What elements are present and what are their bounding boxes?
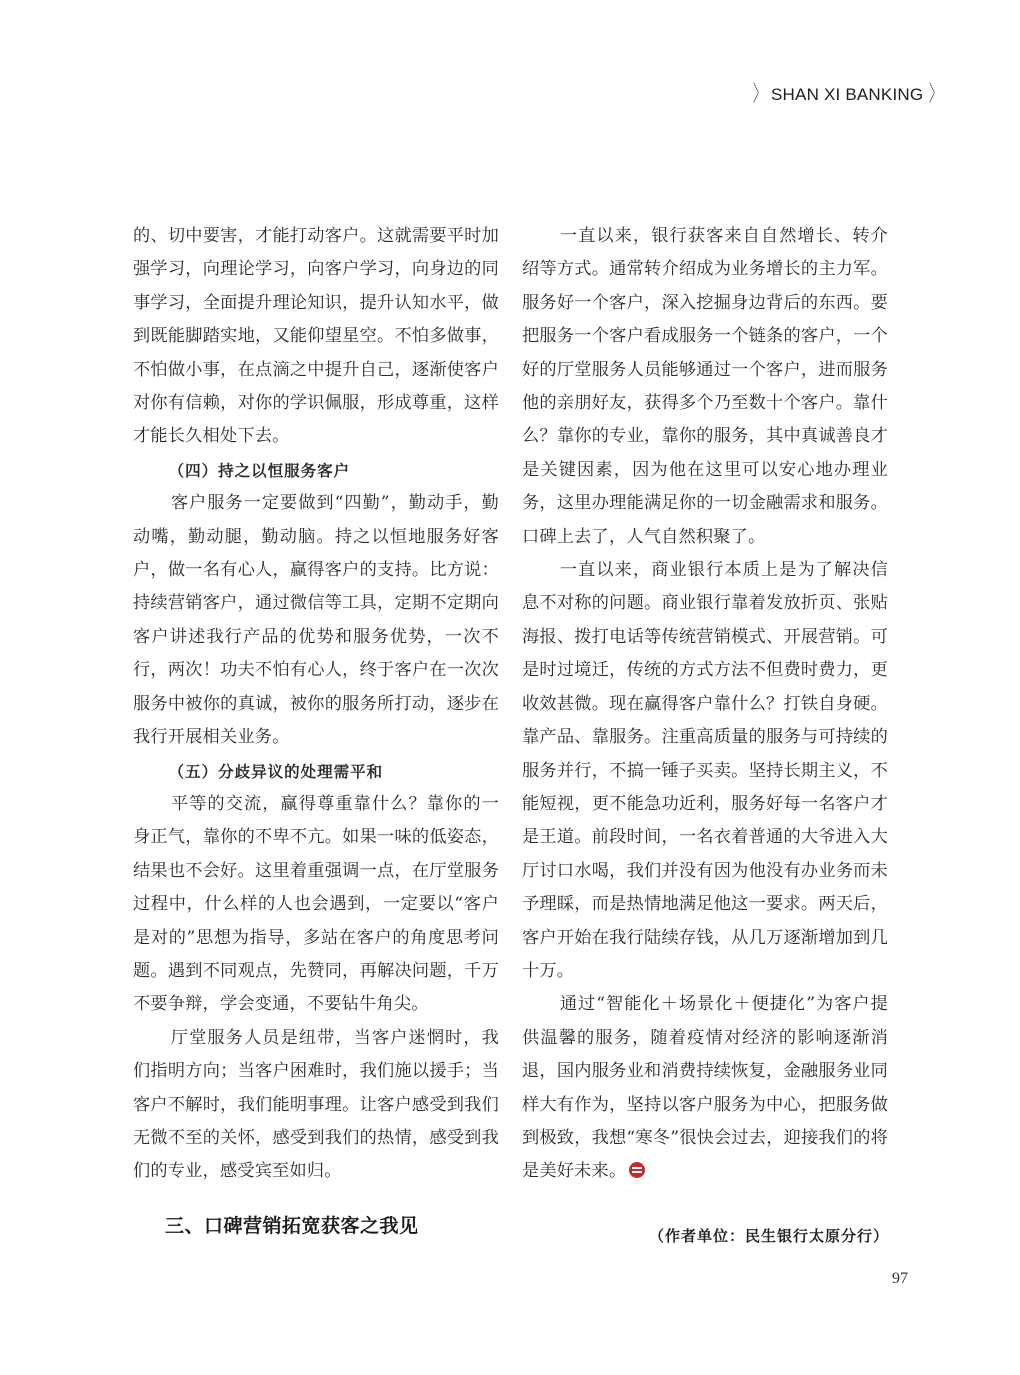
paragraph: 的、切中要害，才能打动客户。这就需要平时加强学习，向理论学习，向客户学习，向身边的同事学习，全面提升理论知识，提升认知水平，做到既能脚踏实地，又能仰望星空。不怕多做事，不怕做小事，在点滴之中提升自己，逐渐使客户对你有信赖，对你的学识佩服，形成尊重，这样才能长久相处下去。 <box>133 226 499 447</box>
paragraph: 厅堂服务人员是纽带，当客户迷惘时，我们指明方向；当客户困难时，我们施以援手；当客户不解时，我们能明事理。让客户感受到我们无微不至的关怀，感受到我们的热情，感受到我们的专业，感受宾至如归。 <box>133 1027 499 1182</box>
subsection-heading: （五）分歧异议的处理需平和 <box>168 761 384 781</box>
journal-title: SHAN XI BANKING <box>771 85 924 104</box>
header-bracket-right: 〉 <box>929 82 942 107</box>
paragraph-text: 通过“智能化＋场景化＋便捷化”为客户提供温馨的服务，随着疫情对经济的影响逐渐消退，国内服务业和消费持续恢复，金融服务业同样大有作为，坚持以客户服务为中心，把服务做到极致，我想“寒冬”很快会过去，迎接我们的将是美好未来。 <box>522 994 888 1182</box>
section-heading: 三、口碑营销拓宽获客之我见 <box>165 1215 419 1237</box>
page-number: 97 <box>892 1270 908 1287</box>
left-column <box>133 220 499 1189</box>
paragraph: 一直以来，银行获客来自自然增长、转介绍等方式。通常转介绍成为业务增长的主力军。服务好一个客户，深入挖掘身边背后的东西。要把服务一个客户看成服务一个链条的客户，一个好的厅堂服务人员能够通过一个客户，进而服务他的亲朋好友，获得多个乃至数十个客户。靠什么？靠你的专业，靠你的服务，其中真诚善良才是关键因素，因为他在这里可以安心地办理业务，这里办理能满足你的一切金融需求和服务。口碑上去了，人气自然积聚了。 <box>522 226 888 547</box>
journal-logo-icon <box>629 1162 645 1178</box>
paragraph: 一直以来，商业银行本质上是为了解决信息不对称的问题。商业银行靠着发放折页、张贴海报、拨打电话等传统营销模式、开展营销。可是时过境迁，传统的方式方法不但费时费力，更收效甚微。现在赢得客户靠什么？打铁自身硬。靠产品、靠服务。注重高质量的服务与可持续的服务并行，不搞一锤子买卖。坚持长期主义，不能短视，更不能急功近利，服务好每一名客户才是王道。前段时间，一名衣着普通的大爷进入大厅讨口水喝，我们并没有因为他没有办业务而未予理睬，而是热情地满足他这一要求。两天后，客户开始在我行陆续存钱，从几万逐渐增加到几十万。 <box>522 560 888 981</box>
author-affiliation: （作者单位：民生银行太原分行） <box>648 1227 889 1245</box>
running-header <box>748 84 946 106</box>
right-column <box>522 220 888 1189</box>
paragraph: 客户服务一定要做到“四勤”，勤动手，勤动嘴，勤动腿，勤动脑。持之以恒地服务好客户，做一名有心人，赢得客户的支持。比方说：持续营销客户，通过微信等工具，定期不定期向客户讲述我行产品的优势和服务优势，一次不行，两次！功夫不怕有心人，终于客户在一次次服务中被你的真诚，被你的服务所打动，逐步在我行开展相关业务。 <box>133 493 499 748</box>
paragraph-final <box>522 988 888 1188</box>
subsection-heading: （四）持之以恒服务客户 <box>168 460 351 480</box>
paragraph: 平等的交流，赢得尊重靠什么？靠你的一身正气，靠你的不卑不亢。如果一味的低姿态，结果也不会好。这里着重强调一点，在厅堂服务过程中，什么样的人也会遇到，一定要以“客户是对的”思想为指导，多站在客户的角度思考问题。遇到不同观点，先赞同，再解决问题，千万不要争辩，学会变通，不要钻牛角尖。 <box>133 793 499 1015</box>
header-bracket-left: 〉 <box>752 82 766 107</box>
